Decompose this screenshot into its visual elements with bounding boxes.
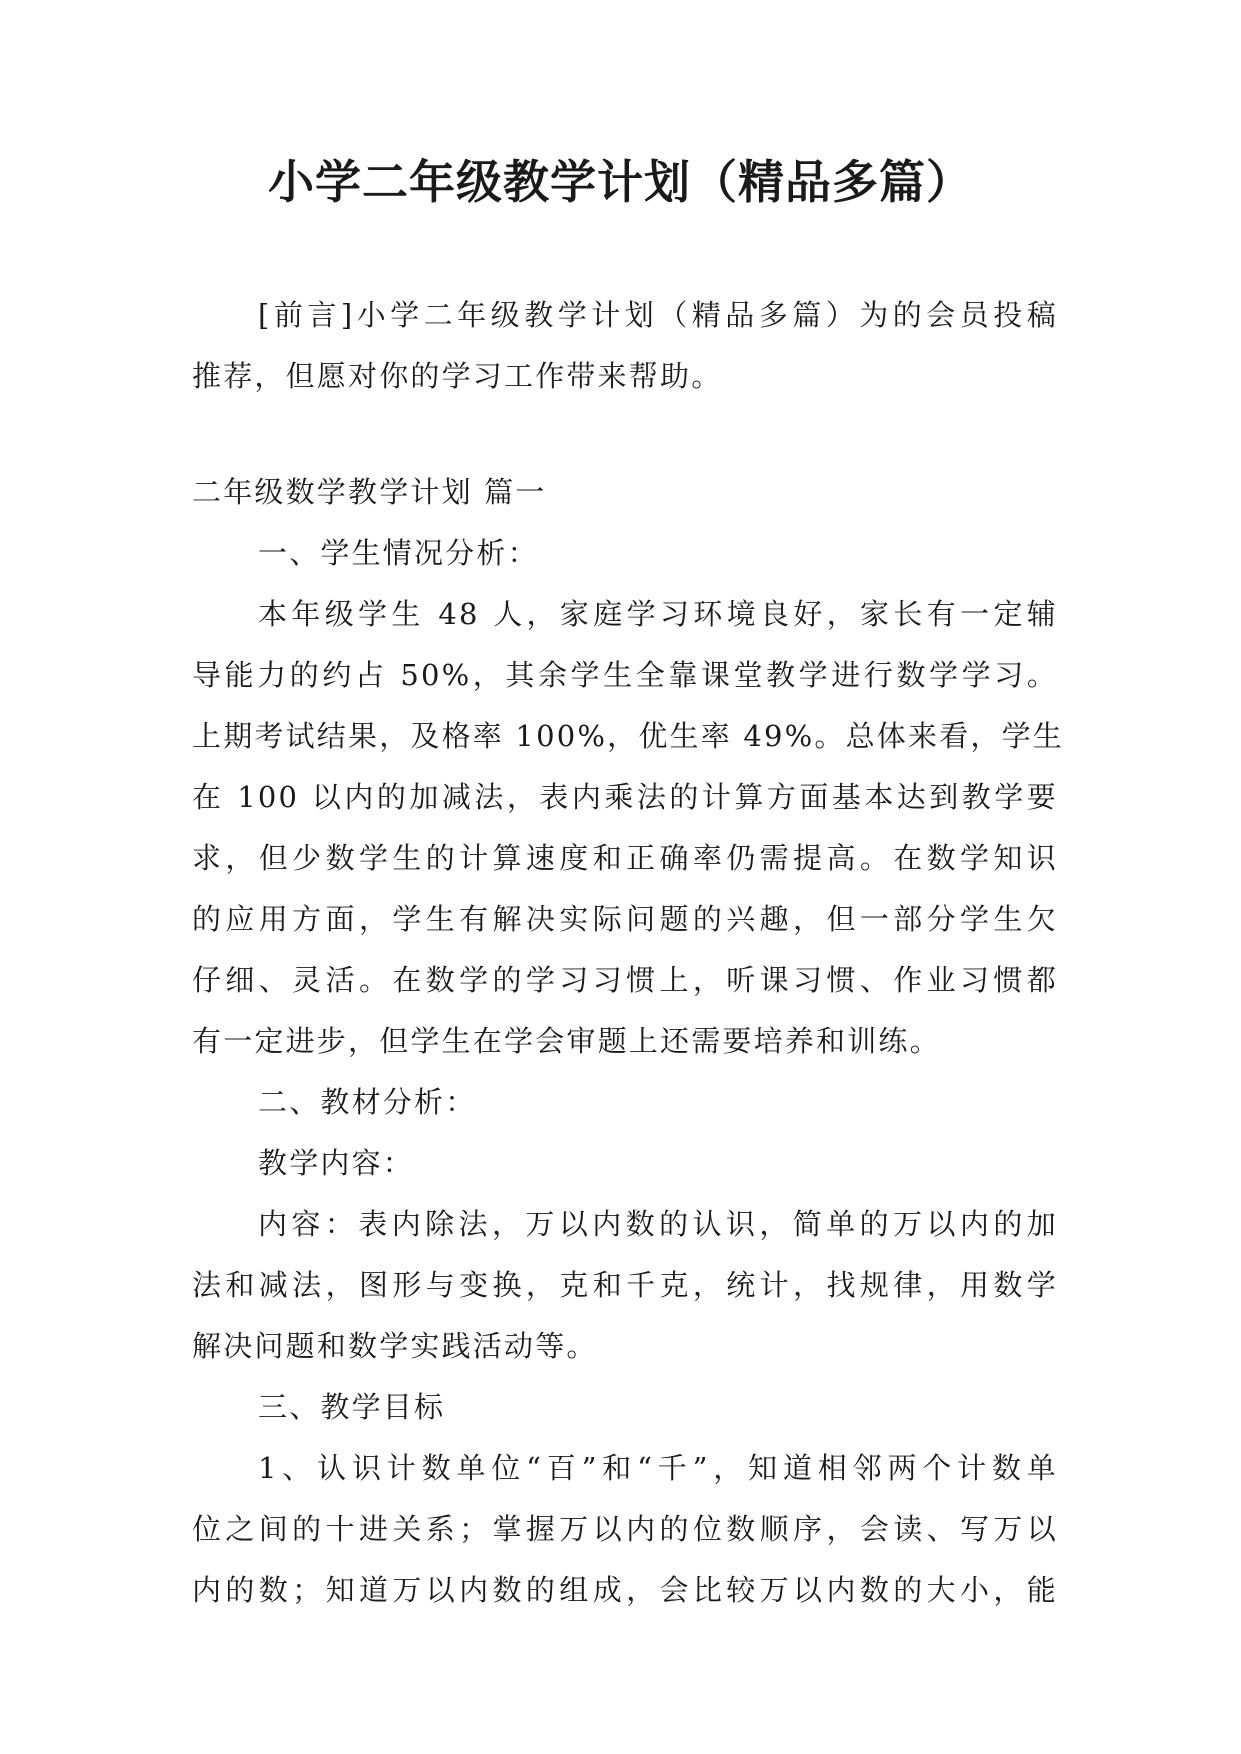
intro-line: [前言]小学二年级教学计划（精品多篇）为的会员投稿 [258, 298, 1058, 332]
part1-heading: 一、学生情况分析： [258, 536, 539, 570]
paragraph-line: 的应用方面，学生有解决实际问题的兴趣，但一部分学生欠 [192, 902, 1058, 936]
paragraph-line: 内的数；知道万以内数的组成，会比较万以内数的大小，能 [192, 1573, 1058, 1607]
paragraph-line: 有一定进步，但学生在学会审题上还需要培养和训练。 [192, 1024, 941, 1058]
part2-heading: 二、教材分析： [258, 1085, 477, 1119]
section-body [192, 462, 1065, 1621]
paragraph-line: 法和减法，图形与变换，克和千克，统计，找规律，用数学 [192, 1268, 1058, 1302]
paragraph-line: 仔细、灵活。在数学的学习习惯上，听课习惯、作业习惯都 [192, 963, 1058, 997]
paragraph-line: 内容：表内除法，万以内数的认识，简单的万以内的加 [258, 1207, 1058, 1241]
content-heading: 教学内容： [258, 1146, 415, 1180]
paragraph-line: 上期考试结果，及格率 100%，优生率 49%。总体来看，学生 [192, 719, 1065, 753]
intro-line: 推荐，但愿对你的学习工作带来帮助。 [192, 359, 723, 393]
paragraph-line: 位之间的十进关系；掌握万以内的位数顺序，会读、写万以 [192, 1512, 1058, 1546]
section-heading: 二年级数学教学计划 篇一 [192, 475, 547, 509]
paragraph-line: 本年级学生 48 人，家庭学习环境良好，家长有一定辅 [258, 597, 1058, 631]
paragraph-line: 在 100 以内的加减法，表内乘法的计算方面基本达到教学要 [192, 780, 1058, 814]
paragraph-line: 1、认识计数单位“百”和“千”，知道相邻两个计数单 [258, 1451, 1058, 1485]
paragraph-line: 求，但少数学生的计算速度和正确率仍需提高。在数学知识 [192, 841, 1058, 875]
document-title: 小学二年级教学计划（精品多篇） [268, 155, 973, 209]
intro-paragraph [192, 285, 1058, 407]
paragraph-line: 解决问题和数学实践活动等。 [192, 1329, 598, 1363]
part3-heading: 三、教学目标 [258, 1390, 446, 1424]
paragraph-line: 导能力的约占 50%，其余学生全靠课堂教学进行数学学习。 [192, 658, 1058, 692]
